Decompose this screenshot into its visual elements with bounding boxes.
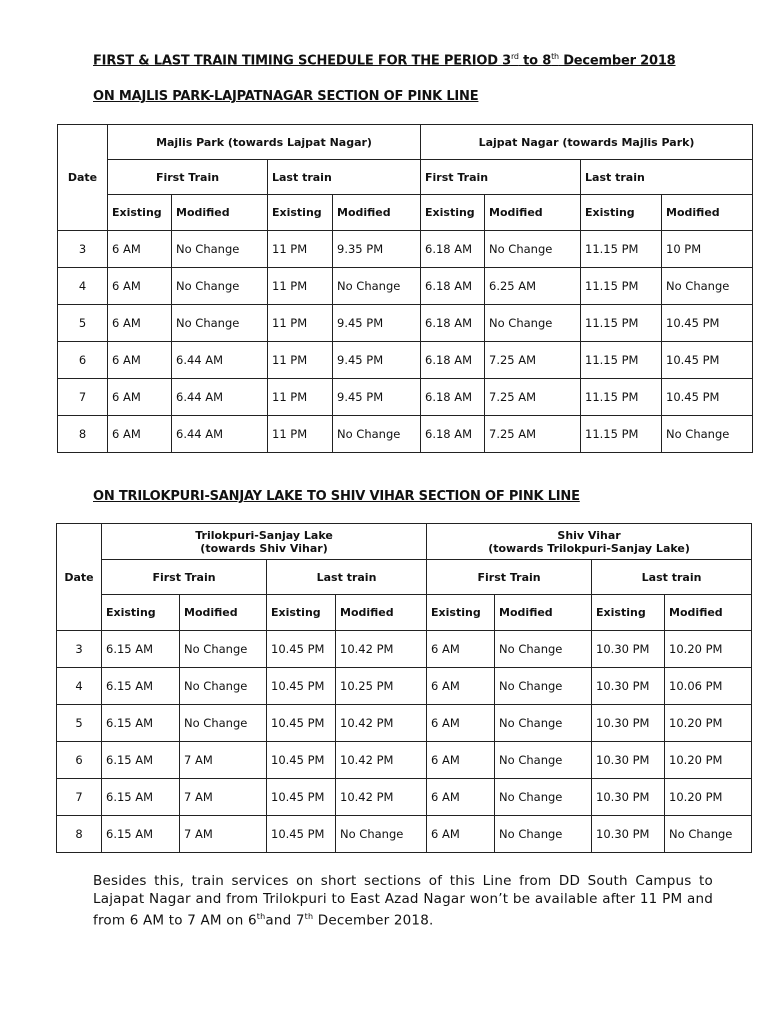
time-cell: 10.30 PM bbox=[592, 779, 665, 816]
time-cell: 6 AM bbox=[108, 342, 172, 379]
subgroup-header: Last train bbox=[592, 560, 752, 595]
column-header: Modified bbox=[336, 595, 427, 631]
subgroup-header: First Train bbox=[108, 160, 268, 195]
time-cell: 10.45 PM bbox=[267, 631, 336, 668]
time-cell: 11 PM bbox=[268, 342, 333, 379]
time-cell: 10.20 PM bbox=[665, 631, 752, 668]
column-header: Existing bbox=[581, 195, 662, 231]
time-cell: 10.06 PM bbox=[665, 668, 752, 705]
time-cell: No Change bbox=[485, 231, 581, 268]
column-header: Existing bbox=[268, 195, 333, 231]
table-row bbox=[57, 705, 752, 742]
time-cell: 6.44 AM bbox=[172, 342, 268, 379]
time-cell: 6.15 AM bbox=[102, 668, 180, 705]
subgroup-header: First Train bbox=[427, 560, 592, 595]
time-cell: 6 AM bbox=[427, 779, 495, 816]
time-cell: 6 AM bbox=[108, 305, 172, 342]
time-cell: No Change bbox=[180, 668, 267, 705]
date-cell: 7 bbox=[58, 379, 108, 416]
time-cell: 6 AM bbox=[427, 816, 495, 853]
time-cell: 9.35 PM bbox=[333, 231, 421, 268]
time-cell: 6.18 AM bbox=[421, 416, 485, 453]
time-cell: 10.45 PM bbox=[267, 816, 336, 853]
section2-title: ON TRILOKPURI-SANJAY LAKE TO SHIV VIHAR SECTION OF PINK LINE bbox=[93, 489, 580, 504]
time-cell: 7 AM bbox=[180, 742, 267, 779]
time-cell: 7 AM bbox=[180, 779, 267, 816]
subgroup-header: First Train bbox=[102, 560, 267, 595]
column-header: Existing bbox=[427, 595, 495, 631]
table-row bbox=[57, 668, 752, 705]
section1-table bbox=[57, 124, 753, 453]
date-cell: 6 bbox=[57, 742, 102, 779]
time-cell: 7 AM bbox=[180, 816, 267, 853]
time-cell: 6.18 AM bbox=[421, 379, 485, 416]
time-cell: 6.15 AM bbox=[102, 779, 180, 816]
section2-rows bbox=[57, 631, 752, 853]
time-cell: No Change bbox=[662, 416, 753, 453]
table-row bbox=[57, 816, 752, 853]
time-cell: No Change bbox=[333, 268, 421, 305]
time-cell: No Change bbox=[336, 816, 427, 853]
column-header: Modified bbox=[172, 195, 268, 231]
time-cell: 10.42 PM bbox=[336, 631, 427, 668]
time-cell: 11.15 PM bbox=[581, 231, 662, 268]
subgroup-header: First Train bbox=[421, 160, 581, 195]
time-cell: 10.45 PM bbox=[267, 668, 336, 705]
column-header: Existing bbox=[421, 195, 485, 231]
column-header: Existing bbox=[267, 595, 336, 631]
subgroup-header: Last train bbox=[268, 160, 421, 195]
time-cell: 7.25 AM bbox=[485, 416, 581, 453]
time-cell: 6.15 AM bbox=[102, 816, 180, 853]
time-cell: 10.20 PM bbox=[665, 779, 752, 816]
time-cell: 11.15 PM bbox=[581, 268, 662, 305]
time-cell: 6 AM bbox=[108, 416, 172, 453]
time-cell: 10.42 PM bbox=[336, 779, 427, 816]
time-cell: 6.44 AM bbox=[172, 416, 268, 453]
time-cell: 10.30 PM bbox=[592, 742, 665, 779]
time-cell: 6.18 AM bbox=[421, 231, 485, 268]
time-cell: No Change bbox=[495, 779, 592, 816]
date-cell: 8 bbox=[57, 816, 102, 853]
time-cell: 6 AM bbox=[108, 231, 172, 268]
table-row bbox=[58, 231, 753, 268]
time-cell: 10.45 PM bbox=[267, 779, 336, 816]
table-row bbox=[58, 305, 753, 342]
time-cell: No Change bbox=[172, 268, 268, 305]
time-cell: 10.42 PM bbox=[336, 705, 427, 742]
subgroup-header: Last train bbox=[267, 560, 427, 595]
column-header: Existing bbox=[592, 595, 665, 631]
time-cell: 10.45 PM bbox=[662, 342, 753, 379]
time-cell: No Change bbox=[495, 668, 592, 705]
time-cell: No Change bbox=[665, 816, 752, 853]
date-cell: 3 bbox=[58, 231, 108, 268]
footnote-paragraph: Besides this, train services on short sections of this Line from DD South Campus to Lajapat Nagar and from Trilokpuri to East Azad Nagar won’t be available after 11 PM and from 6 AM to 7 AM on 6thand 7th December 2018. bbox=[93, 873, 713, 929]
date-header: Date bbox=[58, 125, 108, 231]
time-cell: No Change bbox=[180, 705, 267, 742]
time-cell: 10.30 PM bbox=[592, 668, 665, 705]
time-cell: 6.25 AM bbox=[485, 268, 581, 305]
time-cell: 6 AM bbox=[427, 705, 495, 742]
time-cell: No Change bbox=[495, 705, 592, 742]
time-cell: 6.44 AM bbox=[172, 379, 268, 416]
time-cell: 6.18 AM bbox=[421, 305, 485, 342]
table-row bbox=[58, 268, 753, 305]
document-title: FIRST & LAST TRAIN TIMING SCHEDULE FOR THE PERIOD 3rd to 8th December 2018 bbox=[93, 52, 676, 69]
time-cell: 10.30 PM bbox=[592, 816, 665, 853]
time-cell: No Change bbox=[172, 231, 268, 268]
time-cell: 6 AM bbox=[427, 668, 495, 705]
time-cell: 6 AM bbox=[427, 631, 495, 668]
time-cell: 10.45 PM bbox=[662, 305, 753, 342]
date-cell: 6 bbox=[58, 342, 108, 379]
column-header: Modified bbox=[485, 195, 581, 231]
time-cell: No Change bbox=[495, 742, 592, 779]
group-header: Shiv Vihar (towards Trilokpuri-Sanjay Lake) bbox=[427, 524, 752, 560]
section1-rows bbox=[58, 231, 753, 453]
time-cell: 10.20 PM bbox=[665, 742, 752, 779]
time-cell: 10.42 PM bbox=[336, 742, 427, 779]
time-cell: 9.45 PM bbox=[333, 305, 421, 342]
date-cell: 5 bbox=[57, 705, 102, 742]
time-cell: 10.25 PM bbox=[336, 668, 427, 705]
time-cell: No Change bbox=[180, 631, 267, 668]
time-cell: 11.15 PM bbox=[581, 416, 662, 453]
time-cell: No Change bbox=[662, 268, 753, 305]
time-cell: 11 PM bbox=[268, 379, 333, 416]
time-cell: 10.30 PM bbox=[592, 631, 665, 668]
date-cell: 4 bbox=[57, 668, 102, 705]
time-cell: 10.20 PM bbox=[665, 705, 752, 742]
table-row bbox=[58, 342, 753, 379]
column-header: Modified bbox=[333, 195, 421, 231]
time-cell: 6.15 AM bbox=[102, 742, 180, 779]
table-row bbox=[58, 416, 753, 453]
table-row bbox=[58, 379, 753, 416]
time-cell: 6 AM bbox=[427, 742, 495, 779]
time-cell: 10.45 PM bbox=[267, 705, 336, 742]
time-cell: 11.15 PM bbox=[581, 305, 662, 342]
subgroup-header: Last train bbox=[581, 160, 753, 195]
time-cell: 7.25 AM bbox=[485, 379, 581, 416]
time-cell: 11 PM bbox=[268, 268, 333, 305]
group-header: Majlis Park (towards Lajpat Nagar) bbox=[108, 125, 421, 160]
date-cell: 4 bbox=[58, 268, 108, 305]
time-cell: 10 PM bbox=[662, 231, 753, 268]
time-cell: 10.45 PM bbox=[267, 742, 336, 779]
table-row bbox=[57, 779, 752, 816]
date-cell: 7 bbox=[57, 779, 102, 816]
time-cell: No Change bbox=[495, 631, 592, 668]
date-cell: 8 bbox=[58, 416, 108, 453]
date-cell: 5 bbox=[58, 305, 108, 342]
table-row bbox=[57, 742, 752, 779]
section2-table bbox=[56, 523, 752, 853]
time-cell: No Change bbox=[333, 416, 421, 453]
section1-title: ON MAJLIS PARK-LAJPATNAGAR SECTION OF PINK LINE bbox=[93, 89, 479, 104]
time-cell: 6.15 AM bbox=[102, 705, 180, 742]
table-row bbox=[57, 631, 752, 668]
time-cell: 10.45 PM bbox=[662, 379, 753, 416]
time-cell: No Change bbox=[172, 305, 268, 342]
time-cell: 11.15 PM bbox=[581, 379, 662, 416]
time-cell: 9.45 PM bbox=[333, 379, 421, 416]
group-header: Lajpat Nagar (towards Majlis Park) bbox=[421, 125, 753, 160]
group-header: Trilokpuri-Sanjay Lake (towards Shiv Vihar) bbox=[102, 524, 427, 560]
date-cell: 3 bbox=[57, 631, 102, 668]
time-cell: 11 PM bbox=[268, 305, 333, 342]
time-cell: 11 PM bbox=[268, 231, 333, 268]
time-cell: 6.15 AM bbox=[102, 631, 180, 668]
time-cell: 11 PM bbox=[268, 416, 333, 453]
time-cell: 6.18 AM bbox=[421, 268, 485, 305]
time-cell: No Change bbox=[495, 816, 592, 853]
time-cell: 6.18 AM bbox=[421, 342, 485, 379]
date-header: Date bbox=[57, 524, 102, 631]
column-header: Modified bbox=[662, 195, 753, 231]
time-cell: No Change bbox=[485, 305, 581, 342]
time-cell: 6 AM bbox=[108, 268, 172, 305]
column-header: Existing bbox=[102, 595, 180, 631]
time-cell: 7.25 AM bbox=[485, 342, 581, 379]
column-header: Modified bbox=[665, 595, 752, 631]
time-cell: 9.45 PM bbox=[333, 342, 421, 379]
column-header: Modified bbox=[495, 595, 592, 631]
time-cell: 11.15 PM bbox=[581, 342, 662, 379]
column-header: Existing bbox=[108, 195, 172, 231]
column-header: Modified bbox=[180, 595, 267, 631]
time-cell: 10.30 PM bbox=[592, 705, 665, 742]
time-cell: 6 AM bbox=[108, 379, 172, 416]
